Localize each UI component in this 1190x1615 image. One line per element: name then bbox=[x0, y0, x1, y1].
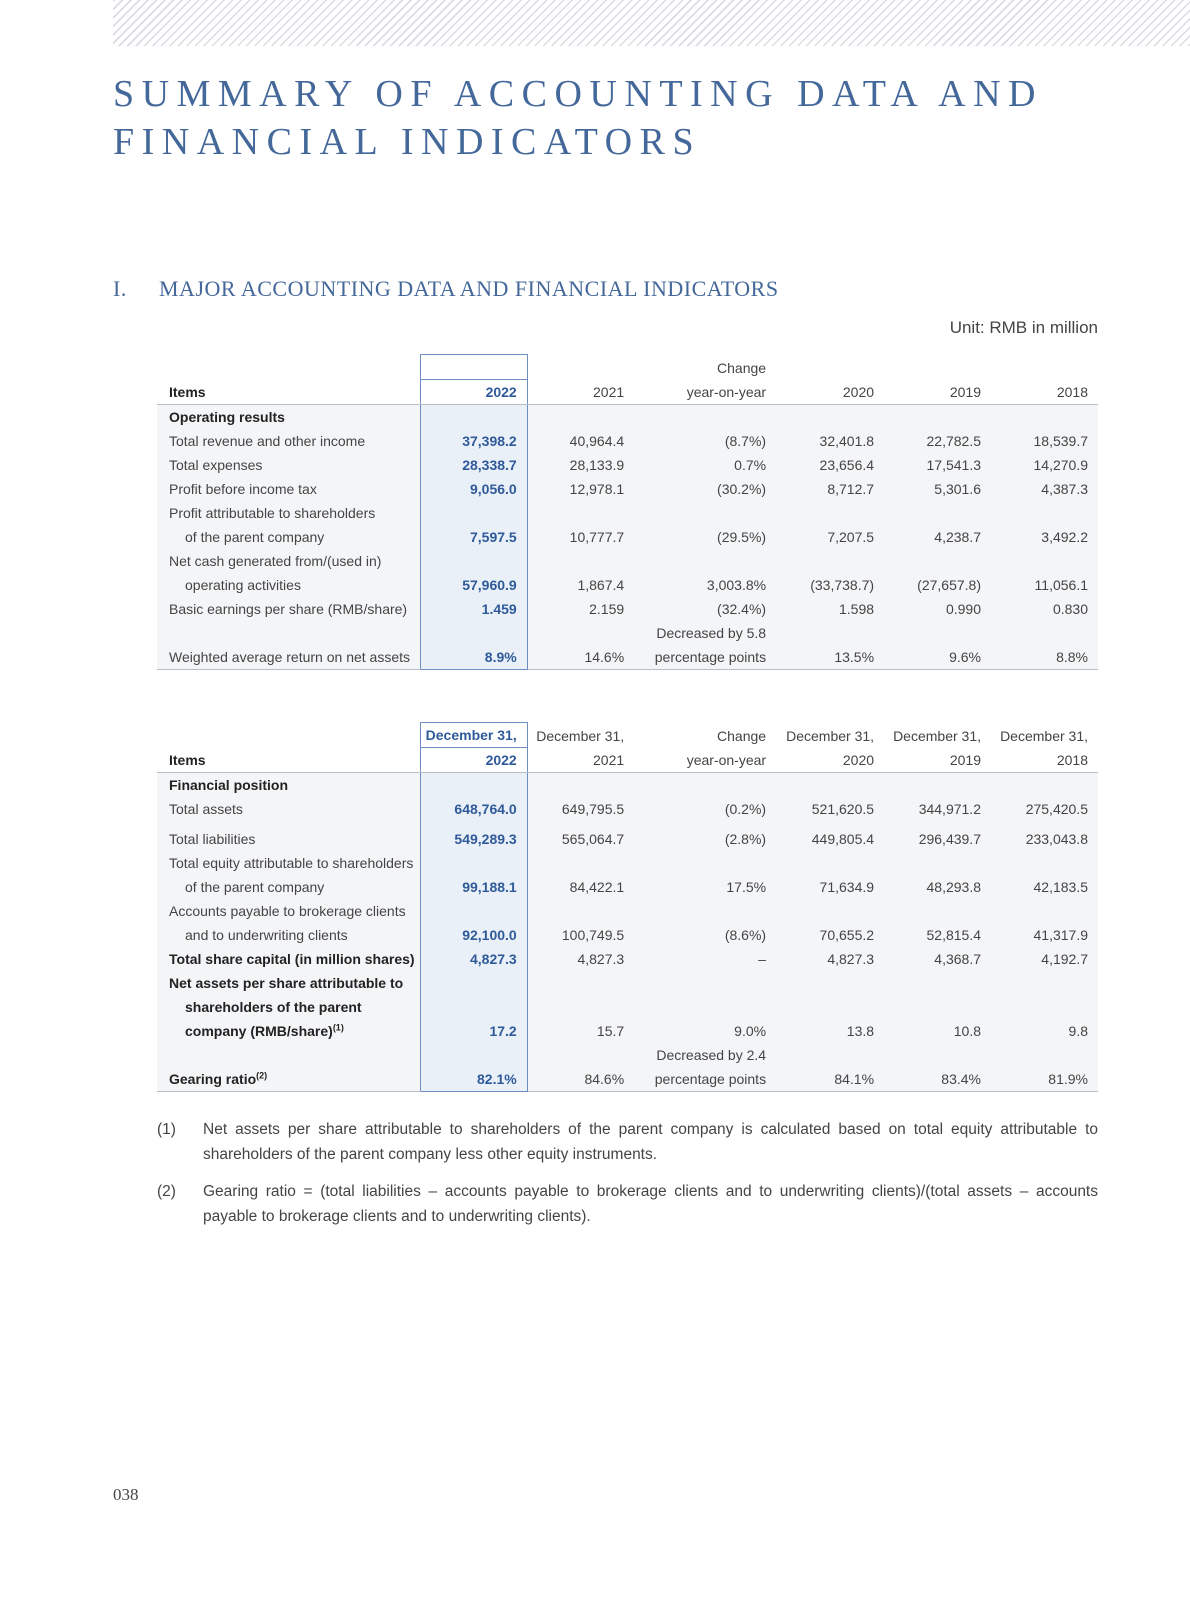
table-row bbox=[157, 851, 1098, 875]
value-2022: 92,100.0 bbox=[420, 923, 527, 947]
value-2020: 32,401.8 bbox=[776, 429, 884, 453]
value-2022: 549,289.3 bbox=[420, 821, 527, 851]
value-change: 0.7% bbox=[634, 453, 776, 477]
value-change: 9.0% bbox=[634, 1019, 776, 1043]
value-2018: 42,183.5 bbox=[991, 875, 1098, 899]
value-2021: 84,422.1 bbox=[527, 875, 634, 899]
value-2020: 13.5% bbox=[776, 645, 884, 670]
value-2018: 41,317.9 bbox=[991, 923, 1098, 947]
value-2018: 233,043.8 bbox=[991, 821, 1098, 851]
header-items: Items bbox=[157, 748, 420, 773]
header-dec-2018-line2: 2018 bbox=[991, 748, 1098, 773]
value-2018: 9.8 bbox=[991, 1019, 1098, 1043]
value-change: (32.4%) bbox=[634, 597, 776, 621]
header-change-line1: Change bbox=[634, 355, 776, 380]
section-label-financial-position: Financial position bbox=[157, 773, 420, 798]
row-label-line1: Accounts payable to brokerage clients bbox=[157, 899, 420, 923]
value-change: (0.2%) bbox=[634, 797, 776, 821]
table-row bbox=[157, 1043, 1098, 1067]
footnote bbox=[157, 1179, 1098, 1229]
table-row bbox=[157, 501, 1098, 525]
value-2020: (33,738.7) bbox=[776, 573, 884, 597]
row-label-line1: Net assets per share attributable to bbox=[157, 971, 420, 995]
row-label: Weighted average return on net assets bbox=[157, 645, 420, 670]
value-2020: 1.598 bbox=[776, 597, 884, 621]
table-row bbox=[157, 875, 1098, 899]
header-dec-2022-line1: December 31, bbox=[420, 723, 527, 748]
value-2021: 28,133.9 bbox=[527, 453, 634, 477]
header-dec-2019-line1: December 31, bbox=[884, 723, 991, 748]
section-number: I. bbox=[113, 276, 127, 301]
value-2021: 12,978.1 bbox=[527, 477, 634, 501]
header-change-line2: year-on-year bbox=[634, 380, 776, 405]
row-label: Total liabilities bbox=[157, 821, 420, 851]
value-2018: 275,420.5 bbox=[991, 797, 1098, 821]
section-label-operating-results: Operating results bbox=[157, 405, 420, 430]
header-2020: 2020 bbox=[776, 380, 884, 405]
value-change: (8.7%) bbox=[634, 429, 776, 453]
value-change-line2: percentage points bbox=[634, 645, 776, 670]
value-2018: 14,270.9 bbox=[991, 453, 1098, 477]
value-2020: 7,207.5 bbox=[776, 525, 884, 549]
value-2022: 37,398.2 bbox=[420, 429, 527, 453]
footnote-text: Net assets per share attributable to shareholders of the parent company is calculated based on total equity attributable to shareholders of the parent company less other equity instruments. bbox=[203, 1121, 1098, 1163]
row-label-line1: Net cash generated from/(used in) bbox=[157, 549, 420, 573]
value-2022: 99,188.1 bbox=[420, 875, 527, 899]
value-2021: 15.7 bbox=[527, 1019, 634, 1043]
decorative-stripe-band bbox=[113, 0, 1190, 46]
header-dec-2020-line2: 2020 bbox=[776, 748, 884, 773]
footnotes bbox=[157, 1117, 1098, 1241]
page-number: 038 bbox=[113, 1485, 139, 1504]
value-2021: 565,064.7 bbox=[527, 821, 634, 851]
header-dec-2021-line1: December 31, bbox=[527, 723, 634, 748]
value-2019: 83.4% bbox=[884, 1067, 991, 1092]
value-2022: 8.9% bbox=[420, 645, 527, 670]
table-row bbox=[157, 477, 1098, 501]
table-row bbox=[157, 995, 1098, 1019]
operating-results-table bbox=[157, 354, 1098, 670]
table-row bbox=[157, 525, 1098, 549]
row-label-text: Gearing ratio bbox=[169, 1071, 257, 1087]
page-title-line-1: SUMMARY OF ACCOUNTING DATA AND bbox=[113, 73, 1043, 115]
header-dec-2019-line2: 2019 bbox=[884, 748, 991, 773]
value-2021: 2.159 bbox=[527, 597, 634, 621]
row-label-line2: operating activities bbox=[157, 573, 420, 597]
value-2020: 70,655.2 bbox=[776, 923, 884, 947]
value-2018: 3,492.2 bbox=[991, 525, 1098, 549]
header-change-line1: Change bbox=[634, 723, 776, 748]
footnote-text: Gearing ratio = (total liabilities – accounts payable to brokerage clients and to underwriting clients)/(total assets – accounts payable to brokerage clients and to underwriting clients). bbox=[203, 1183, 1098, 1225]
header-dec-2022-line2: 2022 bbox=[420, 748, 527, 773]
table-row bbox=[157, 645, 1098, 670]
value-2018: 4,192.7 bbox=[991, 947, 1098, 971]
section-heading bbox=[113, 276, 779, 302]
value-2021: 84.6% bbox=[527, 1067, 634, 1092]
value-2022: 17.2 bbox=[420, 1019, 527, 1043]
table-row bbox=[157, 797, 1098, 821]
value-2020: 13.8 bbox=[776, 1019, 884, 1043]
footnote bbox=[157, 1117, 1098, 1167]
table-row bbox=[157, 923, 1098, 947]
page-title-line-2: FINANCIAL INDICATORS bbox=[113, 121, 702, 163]
value-2019: 22,782.5 bbox=[884, 429, 991, 453]
page-title bbox=[113, 70, 1043, 166]
table-row bbox=[157, 429, 1098, 453]
value-2019: 5,301.6 bbox=[884, 477, 991, 501]
value-2020: 4,827.3 bbox=[776, 947, 884, 971]
value-2019: (27,657.8) bbox=[884, 573, 991, 597]
row-label-line1: Profit attributable to shareholders bbox=[157, 501, 420, 525]
value-change-line1: Decreased by 2.4 bbox=[634, 1043, 776, 1067]
section-title: MAJOR ACCOUNTING DATA AND FINANCIAL INDICATORS bbox=[159, 276, 779, 301]
value-change: (29.5%) bbox=[634, 525, 776, 549]
table-row bbox=[157, 971, 1098, 995]
value-2018: 11,056.1 bbox=[991, 573, 1098, 597]
table-row bbox=[157, 899, 1098, 923]
value-2021: 1,867.4 bbox=[527, 573, 634, 597]
value-2020: 23,656.4 bbox=[776, 453, 884, 477]
header-2018: 2018 bbox=[991, 380, 1098, 405]
value-2018: 4,387.3 bbox=[991, 477, 1098, 501]
value-2019: 4,368.7 bbox=[884, 947, 991, 971]
value-2019: 17,541.3 bbox=[884, 453, 991, 477]
value-2022: 1.459 bbox=[420, 597, 527, 621]
row-label: Total revenue and other income bbox=[157, 429, 420, 453]
value-2019: 0.990 bbox=[884, 597, 991, 621]
value-2019: 52,815.4 bbox=[884, 923, 991, 947]
value-2022: 4,827.3 bbox=[420, 947, 527, 971]
value-2019: 344,971.2 bbox=[884, 797, 991, 821]
value-2020: 8,712.7 bbox=[776, 477, 884, 501]
header-2019: 2019 bbox=[884, 380, 991, 405]
footnote-ref: (2) bbox=[256, 1070, 268, 1081]
header-dec-2020-line1: December 31, bbox=[776, 723, 884, 748]
table-row bbox=[157, 1067, 1098, 1092]
value-change: (8.6%) bbox=[634, 923, 776, 947]
value-2021: 40,964.4 bbox=[527, 429, 634, 453]
row-label-line2: shareholders of the parent bbox=[157, 995, 420, 1019]
value-2019: 4,238.7 bbox=[884, 525, 991, 549]
value-change: 3,003.8% bbox=[634, 573, 776, 597]
value-change: 17.5% bbox=[634, 875, 776, 899]
row-label: Basic earnings per share (RMB/share) bbox=[157, 597, 420, 621]
value-2022: 7,597.5 bbox=[420, 525, 527, 549]
value-2018: 0.830 bbox=[991, 597, 1098, 621]
value-2022: 648,764.0 bbox=[420, 797, 527, 821]
financial-position-table bbox=[157, 722, 1098, 1092]
header-dec-2021-line2: 2021 bbox=[527, 748, 634, 773]
value-2020: 84.1% bbox=[776, 1067, 884, 1092]
row-label: Total assets bbox=[157, 797, 420, 821]
table-row bbox=[157, 947, 1098, 971]
table-row bbox=[157, 621, 1098, 645]
value-2022: 9,056.0 bbox=[420, 477, 527, 501]
row-label: Total share capital (in million shares) bbox=[157, 947, 420, 971]
value-2018: 18,539.7 bbox=[991, 429, 1098, 453]
header-dec-2018-line1: December 31, bbox=[991, 723, 1098, 748]
row-label: Total expenses bbox=[157, 453, 420, 477]
value-2020: 521,620.5 bbox=[776, 797, 884, 821]
footnote-key: (1) bbox=[157, 1121, 176, 1138]
row-label: Profit before income tax bbox=[157, 477, 420, 501]
value-2021: 14.6% bbox=[527, 645, 634, 670]
value-2019: 9.6% bbox=[884, 645, 991, 670]
value-2021: 10,777.7 bbox=[527, 525, 634, 549]
value-2021: 4,827.3 bbox=[527, 947, 634, 971]
table-row bbox=[157, 1019, 1098, 1043]
value-change-line1: Decreased by 5.8 bbox=[634, 621, 776, 645]
header-2021: 2021 bbox=[527, 380, 634, 405]
value-2019: 296,439.7 bbox=[884, 821, 991, 851]
value-2020: 71,634.9 bbox=[776, 875, 884, 899]
value-2021: 649,795.5 bbox=[527, 797, 634, 821]
header-items: Items bbox=[157, 380, 420, 405]
table-row bbox=[157, 573, 1098, 597]
value-2018: 81.9% bbox=[991, 1067, 1098, 1092]
row-label bbox=[157, 1067, 420, 1092]
value-2022: 57,960.9 bbox=[420, 573, 527, 597]
row-label-line2: of the parent company bbox=[157, 525, 420, 549]
footnote-key: (2) bbox=[157, 1183, 176, 1200]
row-label-text: company (RMB/share) bbox=[185, 1023, 333, 1039]
footnote-ref: (1) bbox=[332, 1022, 344, 1033]
table-row bbox=[157, 549, 1098, 573]
value-change: (30.2%) bbox=[634, 477, 776, 501]
header-2022: 2022 bbox=[420, 380, 527, 405]
value-2020: 449,805.4 bbox=[776, 821, 884, 851]
value-change: – bbox=[634, 947, 776, 971]
unit-label: Unit: RMB in million bbox=[949, 318, 1098, 337]
value-change: (2.8%) bbox=[634, 821, 776, 851]
row-label-line1: Total equity attributable to shareholders bbox=[157, 851, 420, 875]
table-row bbox=[157, 453, 1098, 477]
row-label-line2: and to underwriting clients bbox=[157, 923, 420, 947]
value-2018: 8.8% bbox=[991, 645, 1098, 670]
row-label-line2: of the parent company bbox=[157, 875, 420, 899]
row-label-line3 bbox=[157, 1019, 420, 1043]
value-2019: 48,293.8 bbox=[884, 875, 991, 899]
table-row bbox=[157, 821, 1098, 851]
header-change-line2: year-on-year bbox=[634, 748, 776, 773]
value-2022: 82.1% bbox=[420, 1067, 527, 1092]
value-2021: 100,749.5 bbox=[527, 923, 634, 947]
value-change-line2: percentage points bbox=[634, 1067, 776, 1092]
value-2022: 28,338.7 bbox=[420, 453, 527, 477]
value-2019: 10.8 bbox=[884, 1019, 991, 1043]
table-row bbox=[157, 597, 1098, 621]
